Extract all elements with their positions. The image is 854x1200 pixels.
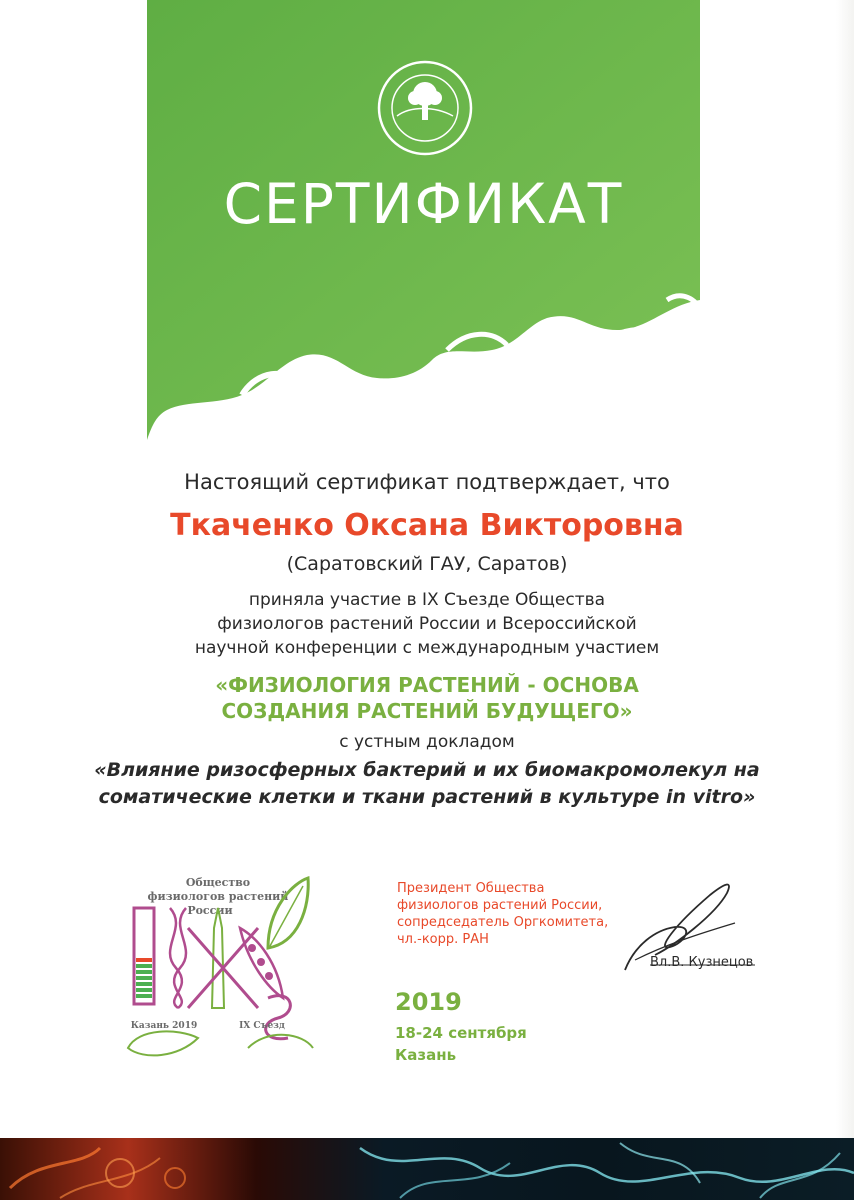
logo-caption-left: Казань 2019 <box>130 1021 198 1031</box>
page-edge-shadow <box>836 0 854 1200</box>
event-city: Казань <box>395 1046 457 1064</box>
conference-title-line: «ФИЗИОЛОГИЯ РАСТЕНИЙ - ОСНОВА <box>215 673 639 697</box>
event-dates: 18-24 сентября <box>395 1024 527 1042</box>
report-title-line: соматические клетки и ткани растений в культуре in vitro» <box>98 786 756 808</box>
logo-text-line1: Общество <box>185 876 251 889</box>
recipient-name: Ткаченко Оксана Викторовна <box>170 508 684 543</box>
report-title-line: «Влияние ризосферных бактерий и их биомакромолекул на <box>94 759 760 781</box>
society-seal-logo <box>375 58 475 158</box>
president-title-line: Президент Общества <box>397 881 545 896</box>
conference-title <box>100 672 754 724</box>
oral-report-label: с устным докладом <box>339 732 515 752</box>
event-year: 2019 <box>395 988 462 1016</box>
president-title <box>397 880 627 948</box>
participation-text <box>100 588 754 660</box>
congress-logo <box>118 868 318 1068</box>
signer-name: Вл.В. Кузнецов <box>650 955 754 970</box>
conference-title-line: СОЗДАНИЯ РАСТЕНИЙ БУДУЩЕГО» <box>221 699 633 723</box>
logo-text-line2: физиологов растений <box>147 890 289 903</box>
certificate-title: СЕРТИФИКАТ <box>223 172 624 236</box>
participation-line: физиологов растений России и Всероссийской <box>217 614 637 634</box>
president-title-line: физиологов растений России, <box>397 898 603 913</box>
participation-line: научной конференции с международным участием <box>194 638 660 658</box>
president-title-line: чл.-корр. РАН <box>397 932 489 947</box>
recipient-affiliation: (Саратовский ГАУ, Саратов) <box>286 553 568 575</box>
participation-line: приняла участие в IX Съезде Общества <box>248 590 606 610</box>
decorative-cell-image-strip <box>0 1138 854 1200</box>
logo-caption-right: IX Съезд <box>239 1021 285 1031</box>
logo-text-line3: России <box>187 904 233 917</box>
confirmation-text: Настоящий сертификат подтверждает, что <box>184 470 670 494</box>
president-title-line: сопредседатель Оргкомитета, <box>397 915 609 930</box>
report-title <box>80 757 774 811</box>
